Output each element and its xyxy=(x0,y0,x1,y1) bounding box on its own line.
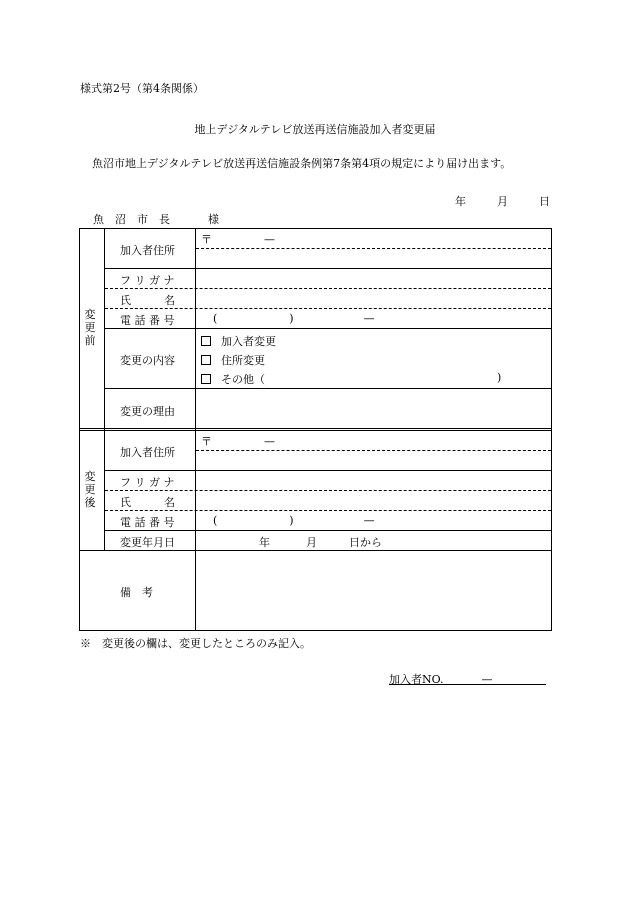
before-section-text: 変更前 xyxy=(84,308,96,347)
phone-close: ) xyxy=(289,514,294,527)
date-suffix: 日から xyxy=(349,536,382,549)
after-change-date-field[interactable] xyxy=(259,534,382,550)
after-address-label: 加入者住所 xyxy=(120,446,175,459)
submission-date xyxy=(455,193,550,209)
table-top-border xyxy=(79,228,552,229)
before-phone-label: 電 話 番 号 xyxy=(120,314,175,327)
table-bottom-border xyxy=(79,630,552,631)
postal-dash: — xyxy=(264,233,275,246)
postal-dash: — xyxy=(264,435,275,448)
row-border xyxy=(105,490,551,491)
phone-open: ( xyxy=(213,514,218,527)
option-address-change[interactable] xyxy=(201,352,265,368)
section-divider xyxy=(104,228,105,550)
row-border xyxy=(105,510,551,511)
address-line-after xyxy=(196,450,551,451)
after-phone-field[interactable] xyxy=(213,514,375,527)
postal-mark: 〒 xyxy=(201,435,212,448)
member-number-underline xyxy=(389,684,546,685)
address-line-before xyxy=(196,248,551,249)
before-section-label xyxy=(84,308,98,347)
other-close-paren: ) xyxy=(497,371,502,384)
remarks-field[interactable] xyxy=(196,551,551,630)
before-address-label: 加入者住所 xyxy=(120,244,175,257)
before-postal-field[interactable] xyxy=(201,231,275,247)
section-separator xyxy=(79,430,552,431)
after-phone-label: 電 話 番 号 xyxy=(120,516,175,529)
row-border xyxy=(105,530,551,531)
checkbox-icon[interactable] xyxy=(201,374,211,384)
option-other[interactable] xyxy=(201,371,265,387)
after-furigana-label: フ リ ガ ナ xyxy=(120,476,175,489)
row-border xyxy=(105,308,551,309)
row-border xyxy=(105,388,551,389)
row-border xyxy=(105,268,551,269)
addressee xyxy=(93,211,219,227)
date-month: 月 xyxy=(306,536,317,549)
date-year-field[interactable]: 年 xyxy=(455,195,466,208)
row-border xyxy=(105,470,551,471)
option-label: 加入者変更 xyxy=(221,335,276,348)
before-phone-field[interactable] xyxy=(213,312,375,325)
addressee-name: 魚 沼 市 長 xyxy=(93,213,170,226)
checkbox-icon[interactable] xyxy=(201,336,211,346)
option-member-change[interactable] xyxy=(201,333,276,349)
phone-dash: — xyxy=(363,514,375,527)
before-change-label: 変更の内容 xyxy=(120,354,175,367)
date-month-field[interactable]: 月 xyxy=(497,195,508,208)
member-no-dash: — xyxy=(481,673,493,686)
after-section-text: 変更後 xyxy=(84,470,96,509)
after-section-label xyxy=(84,470,98,509)
date-day-field[interactable]: 日 xyxy=(539,195,550,208)
section-separator xyxy=(79,428,552,429)
form-title: 地上デジタルテレビ放送再送信施設加入者変更届 xyxy=(194,123,436,136)
date-year: 年 xyxy=(259,536,270,549)
before-name-label: 氏 名 xyxy=(120,294,175,307)
intro-text: 魚沼市地上デジタルテレビ放送再送信施設条例第7条第4項の規定により届け出ます。 xyxy=(92,157,512,170)
phone-open: ( xyxy=(213,312,218,325)
member-no-label: 加入者NO. xyxy=(389,673,444,686)
postal-mark: 〒 xyxy=(201,233,212,246)
remarks-label: 備 考 xyxy=(120,586,153,599)
after-postal-field[interactable] xyxy=(201,433,275,449)
phone-dash: — xyxy=(363,312,375,325)
form-number: 様式第2号（第4条関係） xyxy=(80,82,204,95)
honorific: 様 xyxy=(208,213,219,226)
footnote: ※ 変更後の欄は、変更したところのみ記入。 xyxy=(80,637,311,650)
row-border xyxy=(105,328,551,329)
option-label: 住所変更 xyxy=(221,354,265,367)
before-furigana-label: フ リ ガ ナ xyxy=(120,274,175,287)
option-label: その他（ xyxy=(221,373,265,386)
phone-close: ) xyxy=(289,312,294,325)
checkbox-icon[interactable] xyxy=(201,355,211,365)
after-date-label: 変更年月日 xyxy=(120,536,175,549)
row-border xyxy=(105,288,551,289)
before-reason-label: 変更の理由 xyxy=(120,405,175,418)
after-name-label: 氏 名 xyxy=(120,496,175,509)
